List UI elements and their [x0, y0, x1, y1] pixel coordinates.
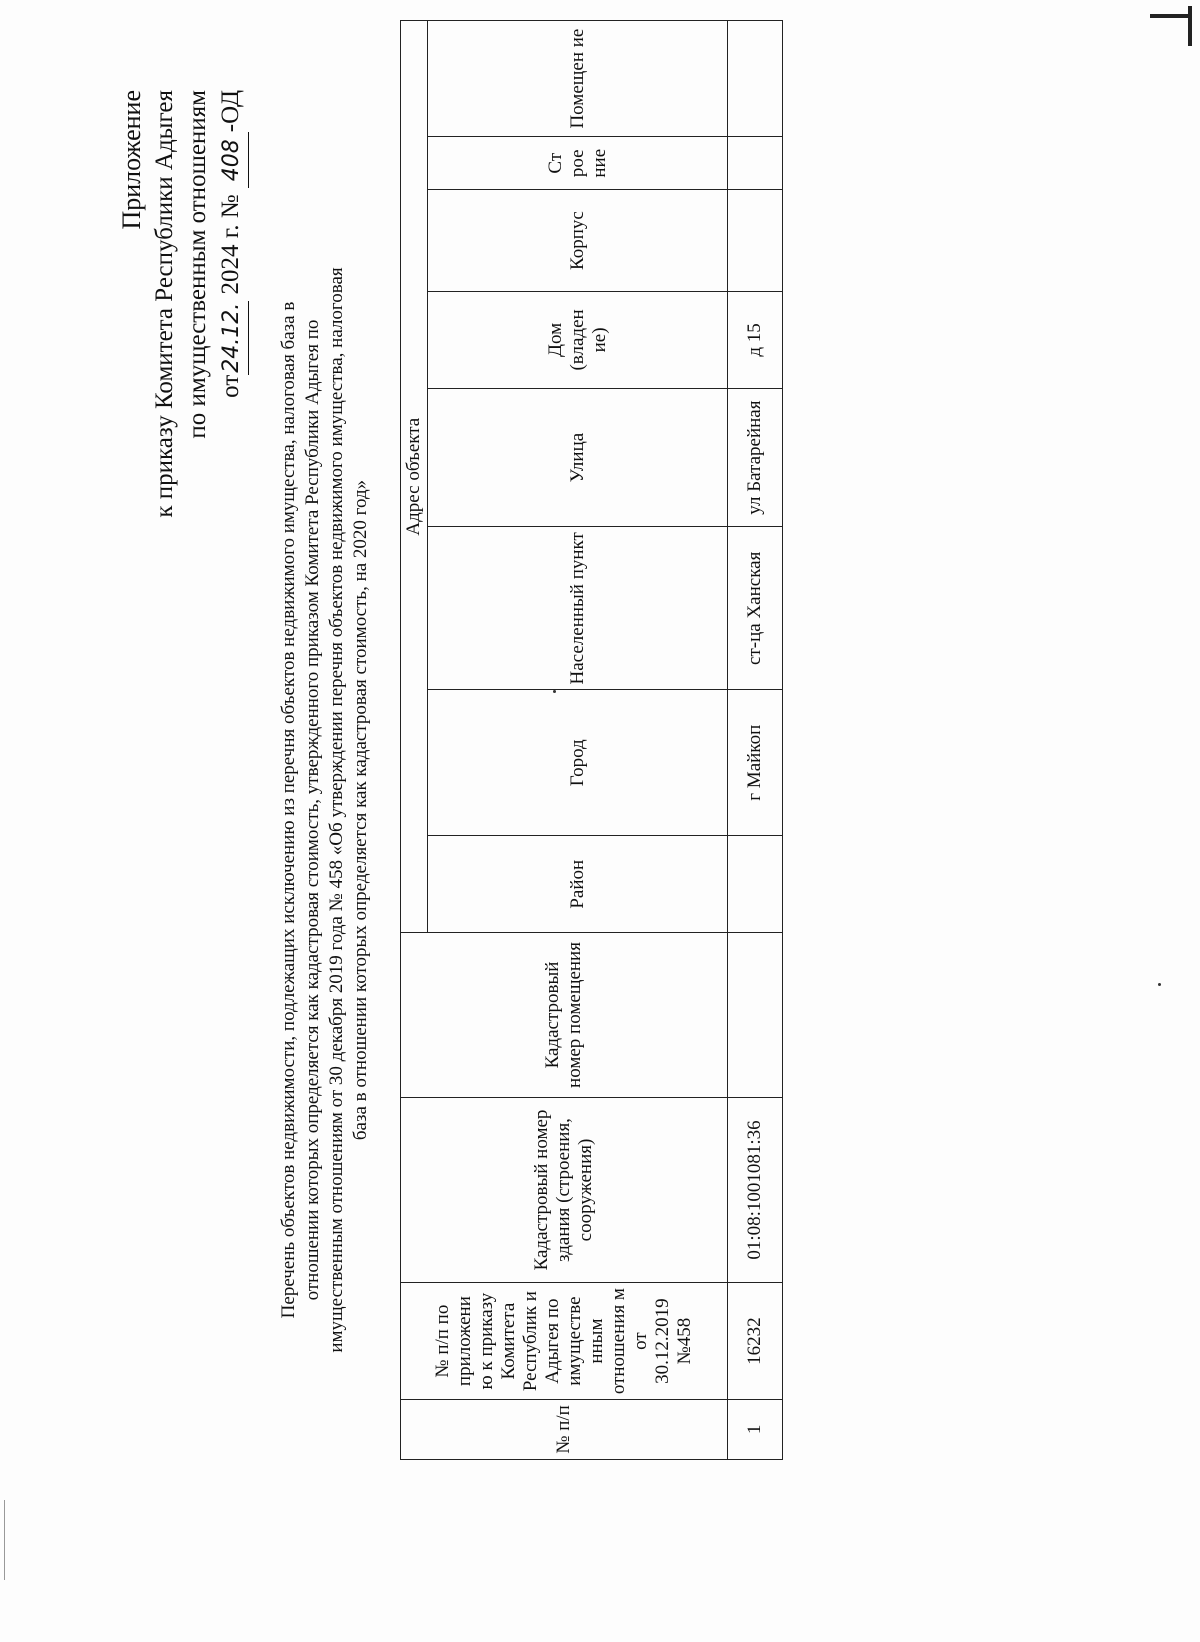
- col-header-block: Корпус: [428, 190, 728, 292]
- document-heading: [277, 150, 373, 1470]
- order-number: 408: [215, 132, 249, 188]
- scan-edge-mark: [1150, 14, 1190, 18]
- col-header-house: Дом (владен ие): [428, 291, 728, 388]
- cell-building-cadastral: 01:08:1001081:36: [728, 1097, 783, 1283]
- col-header-address-group: Адрес объекта: [401, 21, 428, 933]
- appendix-line-2: по имущественным отношениям: [184, 90, 211, 439]
- col-header-num: № п/п: [401, 1399, 728, 1459]
- col-header-premises-cadastral: Кадастровый номер помещения: [401, 933, 728, 1097]
- col-header-city: Город: [428, 690, 728, 836]
- col-header-premises: Помещен ие: [428, 21, 728, 137]
- appendix-date-line: [214, 90, 249, 518]
- property-table: [400, 20, 783, 1460]
- col-header-settlement: Населенный пункт: [428, 527, 728, 690]
- cell-premises-cadastral: [728, 933, 783, 1097]
- scan-edge-mark: [4, 1500, 5, 1580]
- order-suffix: -ОД: [217, 90, 244, 133]
- cell-appendix-num: 16232: [728, 1283, 783, 1399]
- heading-line-4: база в отношении которых определяется как кадастровая стоимость, на 2020 год»: [350, 479, 371, 1141]
- cell-district: [728, 836, 783, 933]
- cell-block: [728, 190, 783, 292]
- col-header-building-cadastral: Кадастровый номер здания (строения, сооружения): [401, 1097, 728, 1283]
- cell-street: ул Батарейная: [728, 388, 783, 526]
- scan-edge-mark: [1188, 6, 1192, 46]
- date-year: 2024 г. №: [217, 194, 244, 295]
- heading-line-2: отношении которых определяется как кадастровая стоимость, утвержденного приказом Комитета Республики Адыгея по: [302, 319, 323, 1301]
- col-header-district: Район: [428, 836, 728, 933]
- appendix-block: [115, 90, 249, 518]
- col-header-appendix-num: № п/п по приложени ю к приказу Комитета Республик и Адыгея по имуществе нным отношения м от 30.12.2019 №458: [401, 1283, 728, 1399]
- scan-speck: [1158, 983, 1161, 986]
- col-header-street: Улица: [428, 388, 728, 526]
- cell-settlement: ст-ца Ханская: [728, 527, 783, 690]
- cell-premises: [728, 21, 783, 137]
- date-prefix: от: [217, 374, 244, 398]
- heading-line-3: имущественным отношениям от 30 декабря 2019 года № 458 «Об утверждении перечня объектов недвижимого имущества, налоговая: [326, 267, 347, 1353]
- appendix-line-1: к приказу Комитета Республики Адыгея: [151, 90, 178, 518]
- heading-line-1: Перечень объектов недвижимости, подлежащих исключению из перечня объектов недвижимого имущества, налоговая база в: [278, 301, 299, 1319]
- rotated-page: [20, 20, 1140, 1620]
- cell-num: 1: [728, 1399, 783, 1459]
- appendix-title: Приложение: [117, 90, 146, 230]
- cell-house: д 15: [728, 291, 783, 388]
- cell-building: [728, 137, 783, 190]
- table-row: [728, 21, 783, 1460]
- cell-city: г Майкоп: [728, 690, 783, 836]
- date-day-month: 24.12.: [215, 301, 249, 375]
- col-header-building: Ст рое ние: [428, 137, 728, 190]
